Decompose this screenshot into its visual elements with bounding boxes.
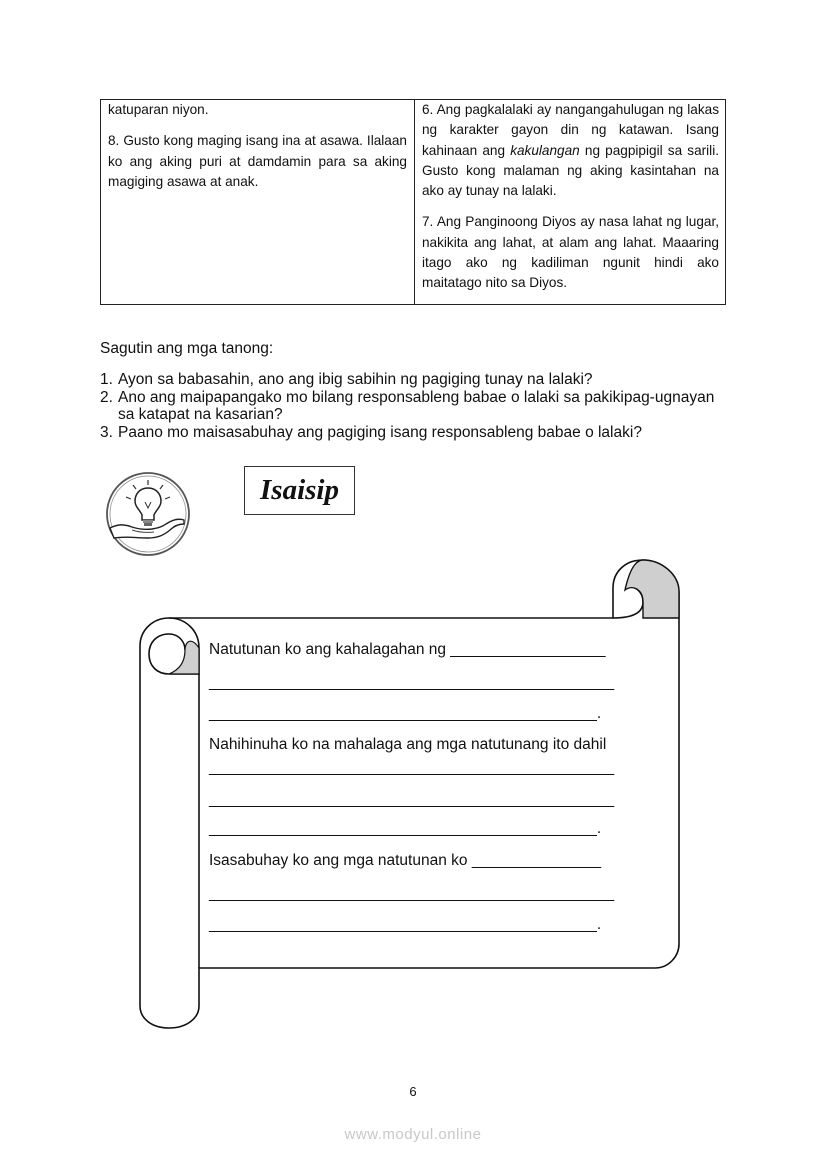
content-table — [100, 99, 726, 305]
scroll-line: _____________________________________________. — [209, 705, 602, 722]
scroll-line: _____________________________________________. — [209, 916, 602, 933]
left-paragraph-1: katuparan niyon. — [108, 102, 209, 117]
question-text: Ayon sa babasahin, ano ang ibig sabihin ng pagiging tunay na lalaki? — [118, 371, 593, 388]
question-item — [100, 389, 720, 424]
question-number: 3. — [100, 423, 113, 441]
watermark: www.modyul.online — [344, 1126, 482, 1143]
page-number: 6 — [409, 1084, 417, 1099]
scroll-line: _______________________________________________ — [209, 674, 615, 691]
right-p1-italic: kakulangan — [510, 142, 580, 158]
question-number: 1. — [100, 371, 113, 388]
scroll-line: Isasabuhay ko ang mga natutunan ko _______________ — [209, 852, 602, 869]
scroll-line: _______________________________________________ — [209, 885, 615, 902]
right-p1-text-end: ng pagpipigil sa sarili. Gusto kong malaman ng aking kasintahan na ako ay tunay na lalaki. — [422, 142, 720, 199]
questions-heading: Sagutin ang mga tanong: — [100, 340, 274, 357]
scroll-line: _____________________________________________. — [209, 820, 602, 837]
right-paragraph-2: 7. Ang Panginoong Diyos ay nasa lahat ng lugar, nakikita ang lahat, at alam ang lahat. Maaaring itago ako ng kadiliman ngunit hindi ako maitatago nito sa Diyos. — [422, 214, 719, 291]
right-paragraph-1 — [422, 100, 719, 201]
section-title: Isaisip — [244, 466, 355, 515]
question-item — [100, 424, 720, 442]
scroll-line: Natutunan ko ang kahalagahan ng __________________ — [209, 641, 606, 658]
table-divider — [414, 100, 415, 304]
scroll-line: _______________________________________________ — [209, 791, 615, 808]
questions-list — [100, 371, 720, 441]
scroll-line: _______________________________________________ — [209, 759, 615, 776]
question-number: 2. — [100, 388, 113, 406]
left-paragraph-2: 8. Gusto kong maging isang ina at asawa. Ilalaan ko ang aking puri at damdamin para sa aking magiging asawa at anak. — [108, 133, 407, 189]
table-cell-right — [422, 100, 719, 294]
question-text: Paano mo maisasabuhay ang pagiging isang responsableng babae o lalaki? — [118, 423, 642, 441]
question-item — [100, 371, 720, 389]
scroll-line: Nahihinuha ko na mahalaga ang mga natutunang ito dahil — [209, 736, 607, 753]
table-cell-left — [108, 100, 407, 192]
question-text: Ano ang maipapangako mo bilang responsableng babae o lalaki sa pakikipag-ugnayan sa katapat na kasarian? — [118, 388, 715, 423]
right-p1-text: 6. Ang pagkalalaki ay nangangahulugan ng lakas ng karakter gayon din ng katawan. Isang kahinaan ang — [422, 102, 719, 158]
lightbulb-hand-icon — [104, 472, 192, 556]
